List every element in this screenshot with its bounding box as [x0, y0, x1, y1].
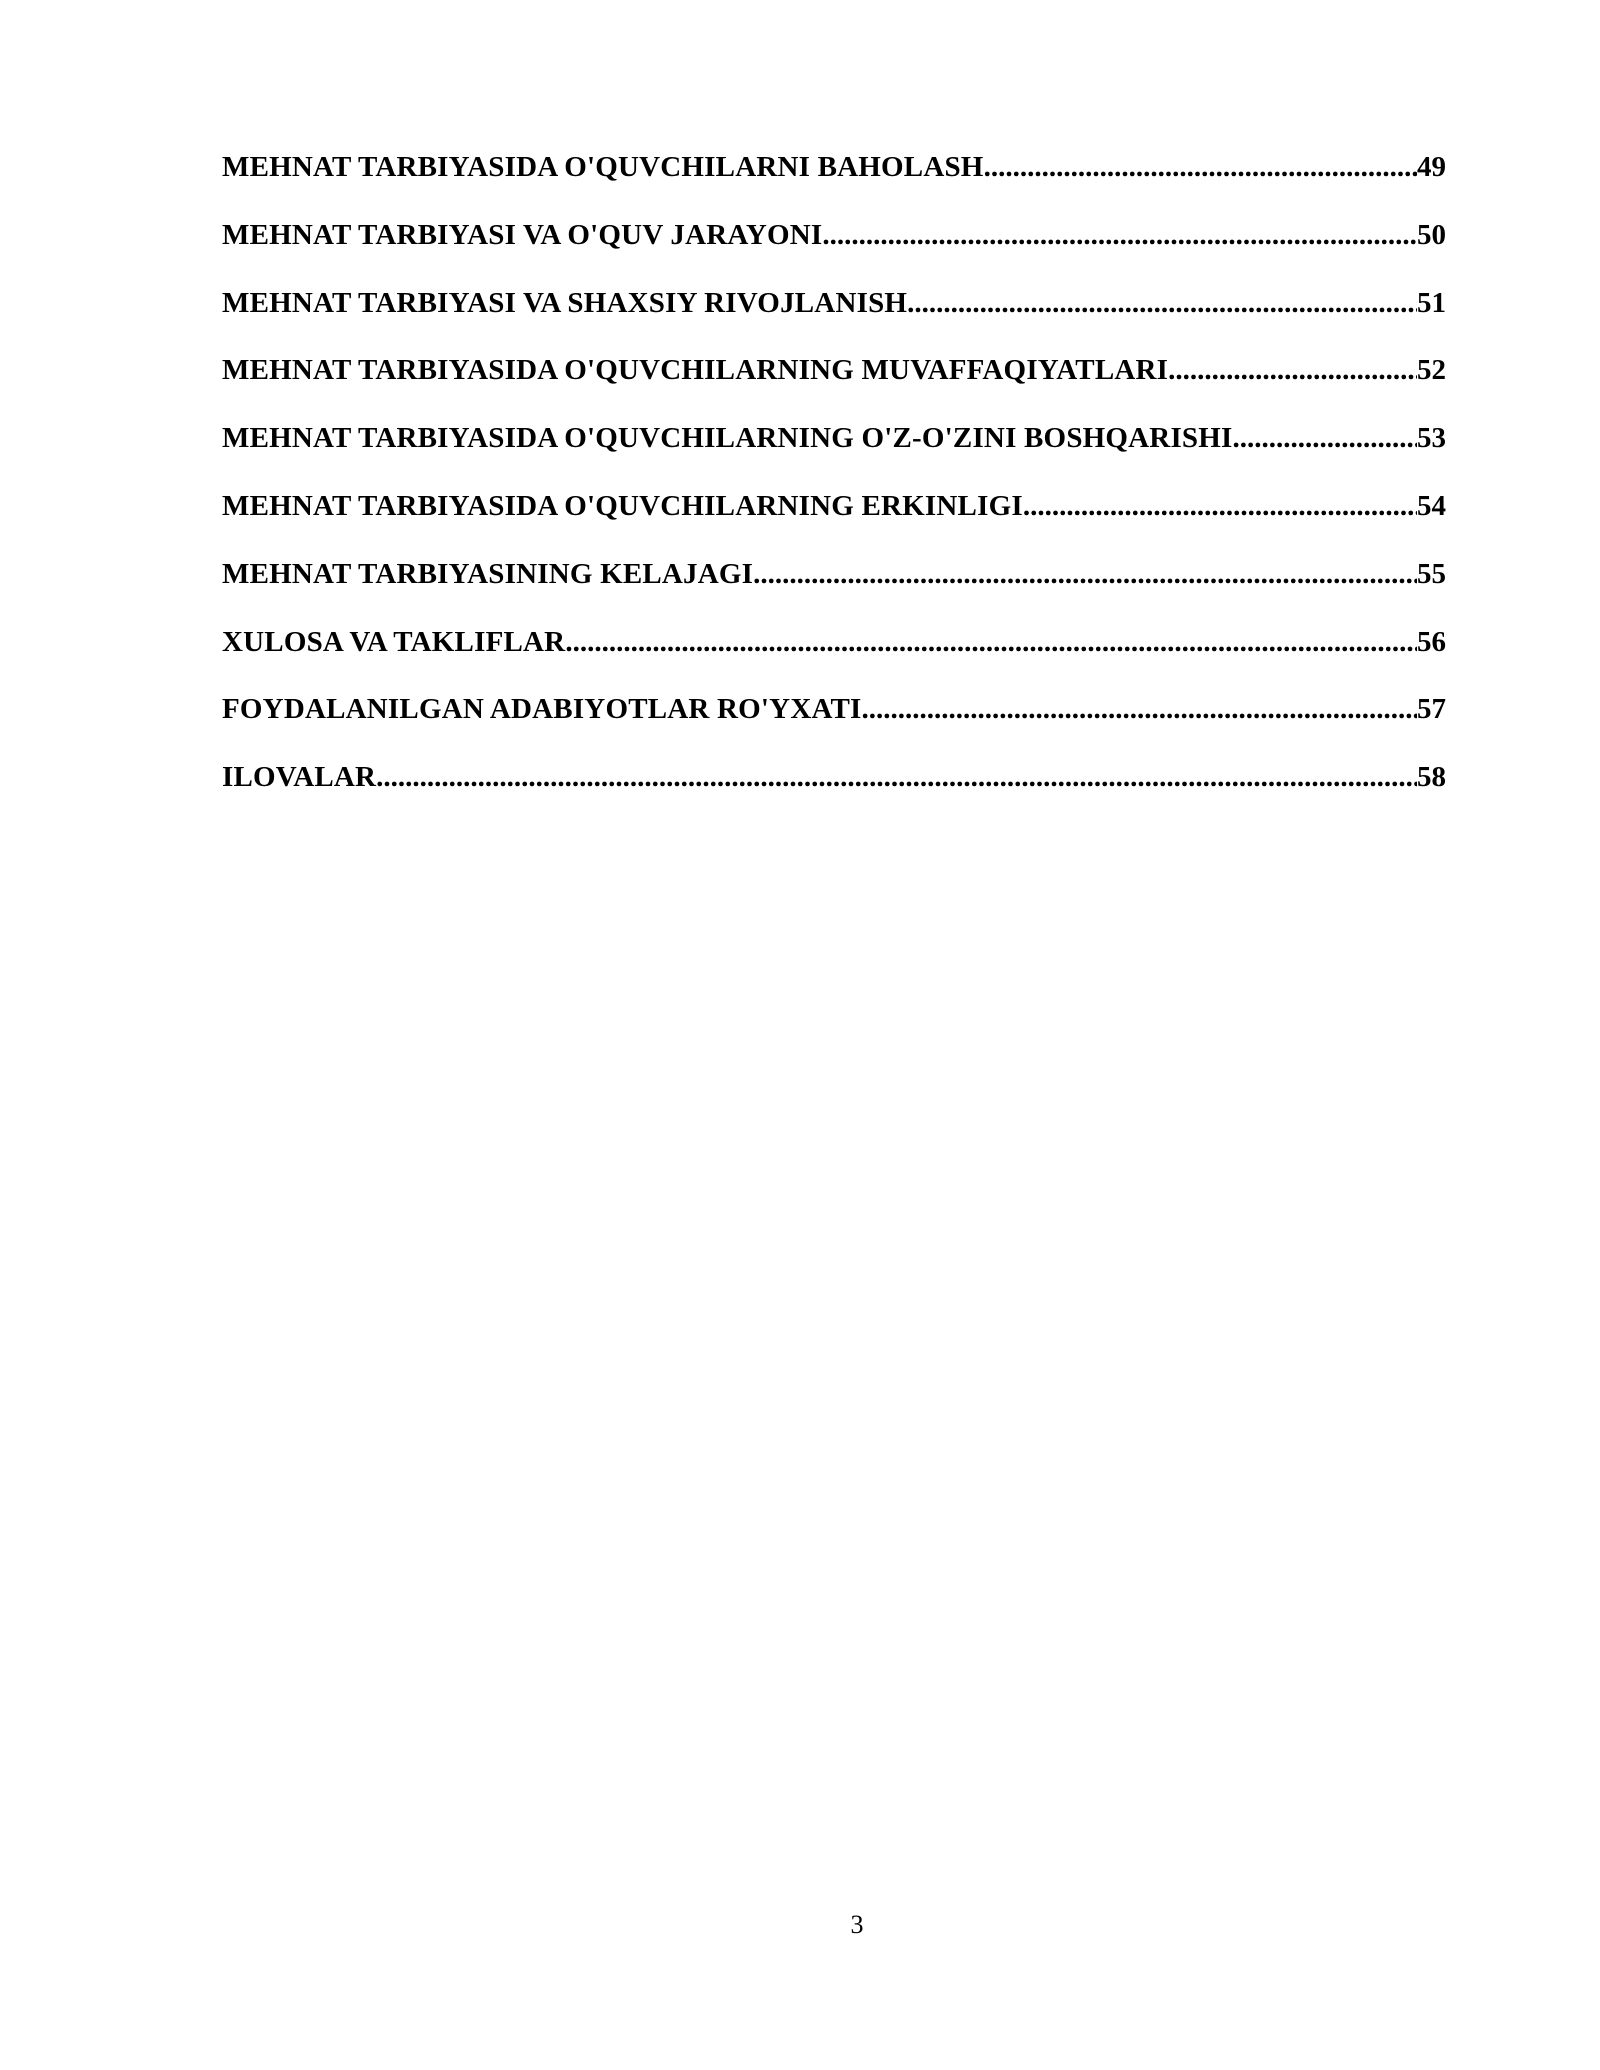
page-number: 3 — [850, 1910, 864, 1939]
toc-dot-leader — [822, 210, 1417, 260]
toc-entry-page: 52 — [1417, 354, 1446, 387]
toc-entry[interactable] — [222, 549, 1446, 617]
toc-entry-title: ILOVALAR — [222, 761, 377, 794]
toc-entry-page: 54 — [1417, 489, 1446, 522]
toc-entry[interactable] — [222, 142, 1446, 210]
toc-entry-page: 58 — [1417, 761, 1446, 794]
toc-dot-leader — [565, 617, 1417, 667]
toc-dot-leader — [862, 684, 1418, 734]
toc-dot-leader — [1168, 345, 1417, 395]
toc-entry-title: MEHNAT TARBIYASIDA O'QUVCHILARNING O'Z-O'ZINI BOSHQARISHI — [222, 422, 1233, 455]
toc-entry-title: MEHNAT TARBIYASIDA O'QUVCHILARNI BAHOLASH — [222, 151, 984, 183]
toc-entry-page: 51 — [1417, 286, 1446, 319]
toc-entry-page: 49 — [1417, 151, 1446, 183]
toc-entry[interactable] — [222, 210, 1446, 278]
toc-entry-page: 53 — [1417, 422, 1446, 455]
toc-entry-title: XULOSA VA TAKLIFLAR — [222, 625, 566, 658]
toc-entry[interactable] — [222, 481, 1446, 549]
toc-entry-page: 55 — [1417, 557, 1446, 590]
toc-dot-leader — [1233, 413, 1418, 463]
toc-dot-leader — [907, 278, 1417, 328]
toc-entry-page: 56 — [1417, 625, 1446, 658]
toc-entry[interactable] — [222, 684, 1446, 752]
toc-entry-title: MEHNAT TARBIYASI VA SHAXSIY RIVOJLANISH — [222, 286, 908, 319]
table-of-contents — [222, 142, 1446, 820]
toc-entry-page: 50 — [1417, 218, 1446, 251]
toc-entry-title: FOYDALANILGAN ADABIYOTLAR RO'YXATI — [222, 693, 862, 726]
toc-dot-leader — [984, 142, 1417, 192]
toc-entry[interactable] — [222, 752, 1446, 820]
toc-entry[interactable] — [222, 617, 1446, 685]
toc-entry-title: MEHNAT TARBIYASINING KELAJAGI — [222, 557, 754, 590]
toc-entry-title: MEHNAT TARBIYASIDA O'QUVCHILARNING ERKINLIGI — [222, 489, 1023, 522]
toc-entry[interactable] — [222, 278, 1446, 346]
toc-entry-title: MEHNAT TARBIYASI VA O'QUV JARAYONI — [222, 218, 823, 251]
toc-entry-title: MEHNAT TARBIYASIDA O'QUVCHILARNING MUVAFFAQIYATLARI — [222, 354, 1169, 387]
toc-entry-page: 57 — [1417, 693, 1446, 726]
toc-entry[interactable] — [222, 345, 1446, 413]
toc-dot-leader — [376, 752, 1417, 802]
toc-dot-leader — [1023, 481, 1417, 531]
toc-dot-leader — [753, 549, 1417, 599]
toc-entry[interactable] — [222, 413, 1446, 481]
